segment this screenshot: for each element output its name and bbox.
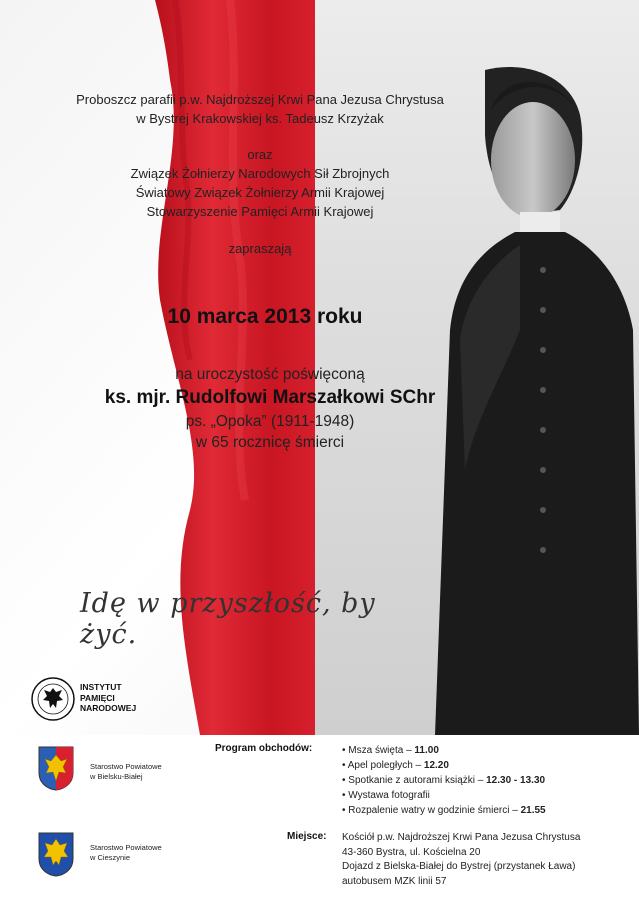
sponsor-2-label xyxy=(90,843,162,863)
organizer-line-2: w Bystrej Krakowskiej ks. Tadeusz Krzyżak xyxy=(136,111,384,126)
bielsko-coat-of-arms-icon xyxy=(37,745,75,791)
event-date: 10 marca 2013 roku xyxy=(167,305,363,328)
organizers-block xyxy=(0,90,520,258)
place-line-directions: Dojazd z Bielska-Białej do Bystrej (przystanek Ława) xyxy=(342,861,576,872)
place-line-church: Kościół p.w. Najdroższej Krwi Pana Jezusa Chrystusa xyxy=(342,832,581,843)
ipn-text xyxy=(80,682,136,714)
program-item: • Spotkanie z autorami książki – 12.30 - 13.30 xyxy=(342,775,546,786)
footer-section xyxy=(0,735,639,900)
organization-3: Stowarzyszenie Pamięci Armii Krajowej xyxy=(146,204,374,219)
sponsor-1-line-1: Starostwo Powiatowe xyxy=(90,762,162,771)
place-line-bus: autobusem MZK linii 57 xyxy=(342,875,447,887)
program-item: • Wystawa fotografii xyxy=(342,790,430,801)
ipn-line-1: INSTYTUT xyxy=(80,682,122,692)
program-list xyxy=(342,743,546,818)
anniversary-line: w 65 rocznicę śmierci xyxy=(195,434,345,451)
sponsor-1-line-2: w Bielsku-Białej xyxy=(90,772,143,781)
invite-verb: zapraszają xyxy=(228,241,292,256)
ipn-eagle-seal-icon xyxy=(30,676,76,722)
sponsor-2-line-2: w Cieszynie xyxy=(90,853,131,862)
occasion-block xyxy=(0,364,540,453)
ipn-line-3: NARODOWEJ xyxy=(80,703,137,713)
cieszyn-coat-of-arms-icon xyxy=(37,831,75,877)
honoree-alias: ps. „Opoka” (1911-1948) xyxy=(185,413,355,430)
motto: Idę w przyszłość, by żyć. xyxy=(80,588,376,650)
ipn-logo-block xyxy=(30,676,190,726)
place-heading: Miejsce: xyxy=(287,831,327,842)
program-item: • Msza święta – 11.00 xyxy=(342,745,439,756)
ipn-line-2: PAMIĘCI xyxy=(80,692,115,703)
place-details xyxy=(342,831,580,889)
occasion-line: na uroczystość poświęconą xyxy=(175,366,365,383)
honoree-name: ks. mjr. Rudolfowi Marszałkowi SChr xyxy=(104,387,436,408)
sponsor-1-label xyxy=(90,762,162,782)
program-item: • Apel poległych – 12.20 xyxy=(342,760,449,771)
sponsor-2-line-1: Starostwo Powiatowe xyxy=(90,843,162,852)
oraz-text: oraz xyxy=(247,147,273,162)
organizer-line-1: Proboszcz parafii p.w. Najdroższej Krwi Pana Jezusa Chrystusa xyxy=(76,92,444,107)
place-line-address: 43-360 Bystra, ul. Kościelna 20 xyxy=(342,846,481,858)
program-item: • Rozpalenie watry w godzinie śmierci – 21.55 xyxy=(342,805,546,816)
organization-1: Związek Żołnierzy Narodowych Sił Zbrojnych xyxy=(130,166,390,181)
program-heading: Program obchodów: xyxy=(215,743,313,754)
organization-2: Światowy Związek Żołnierzy Armii Krajowej xyxy=(135,185,385,200)
